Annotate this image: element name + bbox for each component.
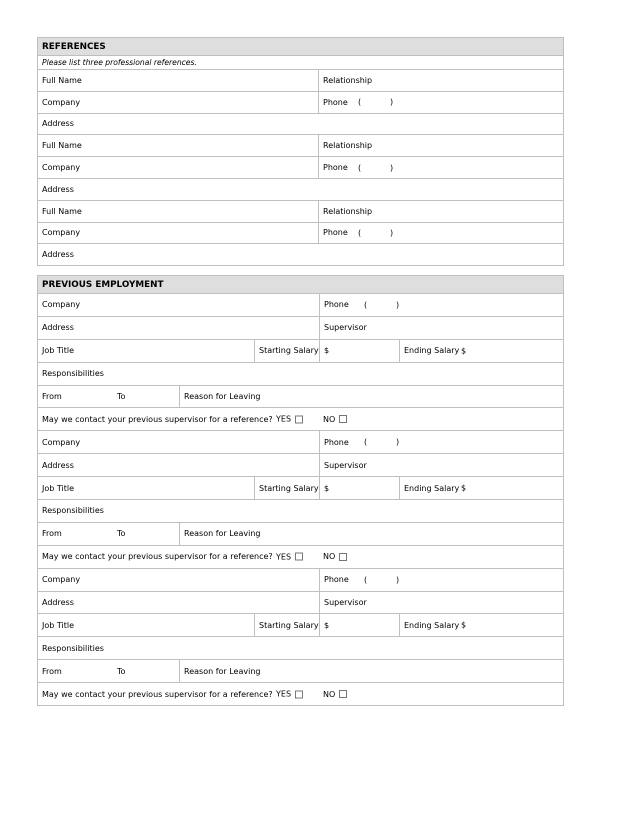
relationship-label: Relationship — [323, 141, 373, 151]
to-field[interactable] — [113, 523, 179, 545]
supervisor-label: Supervisor — [324, 460, 367, 470]
responsibilities-label: Responsibilities — [42, 369, 104, 379]
yes-label: YES — [276, 414, 292, 424]
phone-open-paren: ( — [364, 575, 368, 585]
relationship-field[interactable] — [318, 201, 563, 222]
no-label: NO — [323, 689, 336, 699]
starting-salary-dollar: $ — [324, 346, 330, 356]
company-field[interactable] — [38, 92, 318, 113]
phone-field[interactable] — [319, 431, 563, 453]
reason-for-leaving-field[interactable] — [179, 660, 563, 682]
contact-question-label: May we contact your previous supervisor for a reference? — [42, 689, 273, 699]
phone-field[interactable] — [319, 569, 563, 591]
no-checkbox[interactable] — [339, 690, 347, 698]
job-title-label: Job Title — [42, 346, 75, 356]
employment-company-row — [38, 293, 563, 316]
employment-contact-row — [38, 407, 563, 430]
from-label: From — [42, 666, 62, 676]
reference-name-row — [38, 200, 563, 222]
employment-company-row — [38, 430, 563, 453]
reference-company-row — [38, 222, 563, 244]
phone-field[interactable] — [318, 157, 563, 178]
address-label: Address — [42, 323, 74, 333]
starting-salary-field[interactable] — [319, 340, 399, 362]
address-field[interactable] — [38, 179, 563, 200]
relationship-label: Relationship — [323, 75, 373, 85]
to-field[interactable] — [113, 660, 179, 682]
company-label: Company — [42, 437, 81, 447]
employment-dates-row — [38, 659, 563, 682]
from-field[interactable] — [38, 660, 113, 682]
phone-label: Phone — [323, 163, 348, 173]
from-label: From — [42, 392, 62, 401]
phone-close-paren: ) — [396, 575, 400, 585]
employment-job-row — [38, 339, 563, 362]
from-label: From — [42, 529, 62, 539]
reason-for-leaving-label: Reason for Leaving — [184, 392, 261, 401]
ending-salary-label: Ending Salary — [404, 483, 460, 493]
reason-for-leaving-field[interactable] — [179, 386, 563, 408]
relationship-field[interactable] — [318, 135, 563, 156]
yes-option[interactable] — [276, 415, 303, 424]
employment-responsibilities-row — [38, 636, 563, 659]
job-title-field[interactable] — [38, 340, 254, 362]
address-field[interactable] — [38, 244, 563, 265]
yes-option[interactable] — [276, 552, 303, 561]
address-label: Address — [42, 250, 74, 260]
no-option[interactable] — [319, 408, 563, 430]
employment-address-row — [38, 591, 563, 614]
address-field[interactable] — [38, 114, 563, 135]
job-title-field[interactable] — [38, 614, 254, 636]
ending-salary-field[interactable] — [399, 340, 563, 362]
starting-salary-label: Starting Salary — [259, 483, 319, 493]
supervisor-label: Supervisor — [324, 323, 367, 333]
supervisor-field[interactable] — [319, 317, 563, 339]
job-title-field[interactable] — [38, 477, 254, 499]
employment-contact-row — [38, 545, 563, 568]
employment-contact-row — [38, 682, 563, 705]
employment-header: PREVIOUS EMPLOYMENT — [38, 276, 563, 293]
employment-company-row — [38, 568, 563, 591]
reference-company-row — [38, 156, 563, 178]
contact-question-cell — [38, 683, 319, 705]
starting-salary-label-cell — [254, 340, 319, 362]
ending-salary-field[interactable] — [399, 477, 563, 499]
ending-salary-label: Ending Salary — [404, 346, 460, 356]
reference-name-row — [38, 69, 563, 91]
yes-option[interactable] — [276, 690, 303, 699]
company-label: Company — [42, 228, 81, 238]
company-field[interactable] — [38, 223, 318, 244]
reason-for-leaving-label: Reason for Leaving — [184, 666, 261, 676]
company-label: Company — [42, 97, 81, 107]
job-title-label: Job Title — [42, 620, 75, 630]
ending-salary-dollar: $ — [461, 620, 467, 630]
no-checkbox[interactable] — [339, 415, 347, 423]
starting-salary-dollar: $ — [324, 620, 330, 630]
to-label: To — [117, 392, 126, 401]
reference-name-row — [38, 134, 563, 156]
references-instruction: Please list three professional references. — [42, 58, 197, 67]
employment-job-row — [38, 476, 563, 499]
contact-question-cell — [38, 408, 319, 430]
no-checkbox[interactable] — [339, 553, 347, 561]
yes-checkbox[interactable] — [295, 690, 303, 698]
employment-dates-row — [38, 385, 563, 408]
phone-close-paren: ) — [390, 163, 394, 173]
no-option[interactable] — [319, 683, 563, 705]
contact-question-label: May we contact your previous supervisor for a reference? — [42, 552, 273, 562]
responsibilities-label: Responsibilities — [42, 506, 104, 516]
reference-address-row — [38, 243, 563, 265]
responsibilities-label: Responsibilities — [42, 643, 104, 653]
ending-salary-field[interactable] — [399, 614, 563, 636]
address-label: Address — [42, 598, 74, 608]
company-field[interactable] — [38, 294, 319, 316]
to-label: To — [117, 529, 126, 539]
full-name-field[interactable] — [38, 201, 318, 222]
address-label: Address — [42, 184, 74, 194]
employment-responsibilities-row — [38, 362, 563, 385]
phone-label: Phone — [324, 575, 349, 585]
ending-salary-label: Ending Salary — [404, 620, 460, 630]
references-header: REFERENCES — [38, 38, 563, 55]
phone-field[interactable] — [318, 223, 563, 244]
phone-open-paren: ( — [364, 300, 368, 310]
employment-address-row — [38, 453, 563, 476]
supervisor-field[interactable] — [319, 592, 563, 614]
phone-label: Phone — [324, 437, 349, 447]
relationship-field[interactable] — [318, 70, 563, 91]
ending-salary-dollar: $ — [461, 483, 467, 493]
phone-field[interactable] — [319, 294, 563, 316]
phone-open-paren: ( — [358, 97, 362, 107]
employment-dates-row — [38, 522, 563, 545]
phone-label: Phone — [323, 97, 348, 107]
starting-salary-label-cell — [254, 477, 319, 499]
yes-label: YES — [276, 689, 292, 699]
supervisor-field[interactable] — [319, 454, 563, 476]
supervisor-label: Supervisor — [324, 598, 367, 608]
contact-question-cell — [38, 546, 319, 568]
to-field[interactable] — [113, 386, 179, 408]
job-title-label: Job Title — [42, 483, 75, 493]
company-label: Company — [42, 575, 81, 585]
reference-company-row — [38, 91, 563, 113]
address-label: Address — [42, 119, 74, 129]
reference-address-row — [38, 178, 563, 200]
references-instruction-row — [38, 55, 563, 69]
full-name-label: Full Name — [42, 206, 82, 216]
address-label: Address — [42, 460, 74, 470]
reference-address-row — [38, 113, 563, 135]
phone-open-paren: ( — [358, 163, 362, 173]
company-field[interactable] — [38, 157, 318, 178]
full-name-label: Full Name — [42, 75, 82, 85]
company-field[interactable] — [38, 431, 319, 453]
no-label: NO — [323, 414, 336, 424]
phone-close-paren: ) — [396, 437, 400, 447]
employment-job-row — [38, 613, 563, 636]
no-label: NO — [323, 552, 336, 562]
company-label: Company — [42, 163, 81, 173]
no-option[interactable] — [319, 546, 563, 568]
reason-for-leaving-field[interactable] — [179, 523, 563, 545]
to-label: To — [117, 666, 126, 676]
starting-salary-label: Starting Salary — [259, 620, 319, 630]
starting-salary-field[interactable] — [319, 477, 399, 499]
phone-open-paren: ( — [364, 437, 368, 447]
reason-for-leaving-label: Reason for Leaving — [184, 529, 261, 539]
phone-label: Phone — [324, 300, 349, 310]
yes-checkbox[interactable] — [295, 415, 303, 423]
phone-close-paren: ) — [396, 300, 400, 310]
starting-salary-label: Starting Salary — [259, 346, 319, 356]
ending-salary-dollar: $ — [461, 346, 467, 356]
employment-responsibilities-row — [38, 499, 563, 522]
yes-label: YES — [276, 552, 292, 562]
address-field[interactable] — [38, 592, 319, 614]
company-field[interactable] — [38, 569, 319, 591]
responsibilities-field[interactable] — [38, 637, 563, 659]
relationship-label: Relationship — [323, 206, 373, 216]
full-name-field[interactable] — [38, 135, 318, 156]
yes-checkbox[interactable] — [295, 553, 303, 561]
full-name-field[interactable] — [38, 70, 318, 91]
responsibilities-field[interactable] — [38, 363, 563, 385]
starting-salary-label-cell — [254, 614, 319, 636]
company-label: Company — [42, 300, 81, 310]
from-field[interactable] — [38, 523, 113, 545]
phone-open-paren: ( — [358, 228, 362, 238]
previous-employment-section — [37, 275, 564, 706]
responsibilities-field[interactable] — [38, 500, 563, 522]
starting-salary-field[interactable] — [319, 614, 399, 636]
from-field[interactable] — [38, 386, 113, 408]
phone-close-paren: ) — [390, 228, 394, 238]
employment-address-row — [38, 316, 563, 339]
phone-label: Phone — [323, 228, 348, 238]
references-section — [37, 37, 564, 266]
starting-salary-dollar: $ — [324, 483, 330, 493]
contact-question-label: May we contact your previous supervisor for a reference? — [42, 414, 273, 424]
phone-field[interactable] — [318, 92, 563, 113]
address-field[interactable] — [38, 317, 319, 339]
full-name-label: Full Name — [42, 141, 82, 151]
phone-close-paren: ) — [390, 97, 394, 107]
address-field[interactable] — [38, 454, 319, 476]
